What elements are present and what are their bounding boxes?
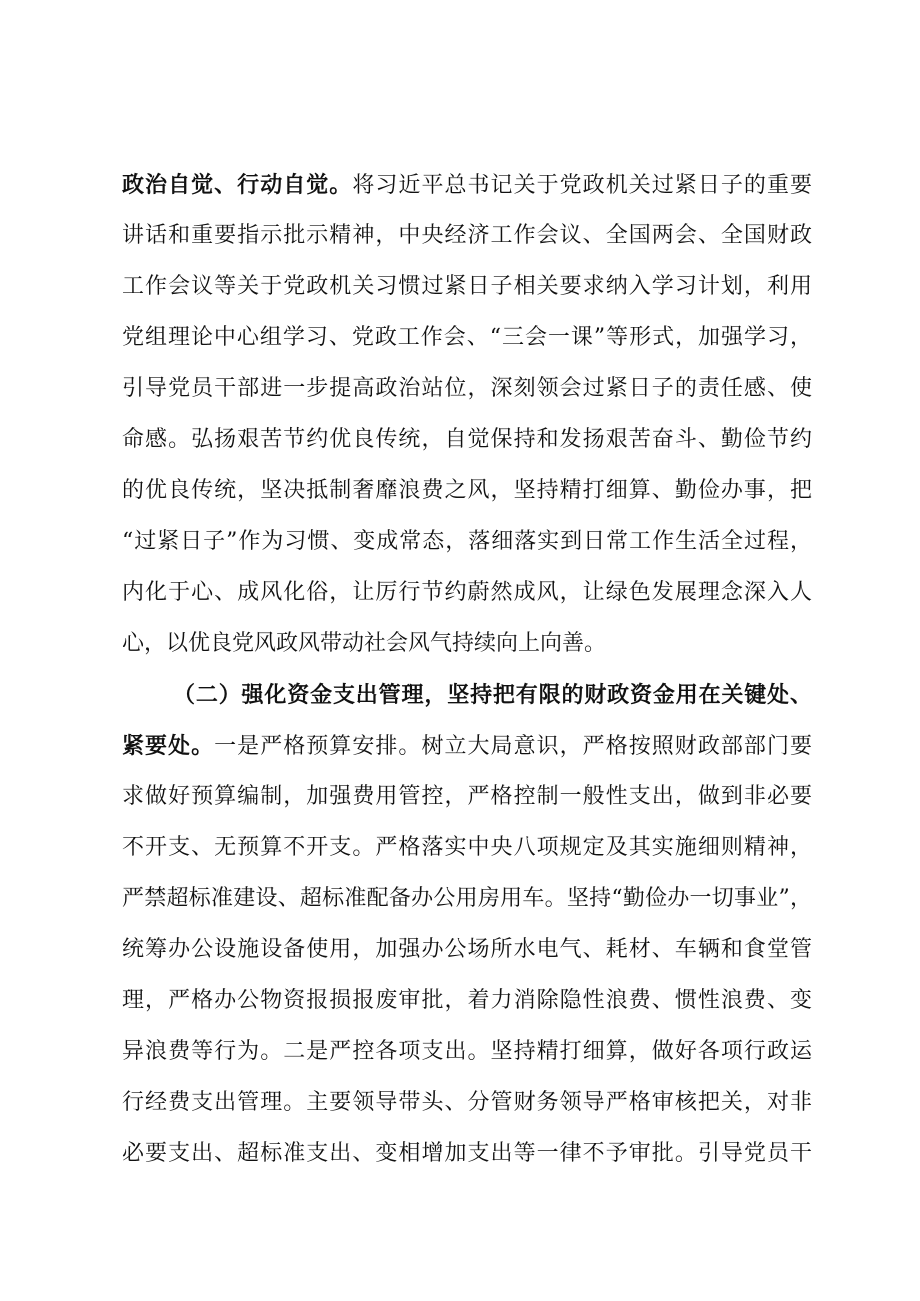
line-text: 命感。弘扬艰苦节约优良传统，自觉保持和发扬艰苦奋斗、勤俭节约	[122, 427, 812, 452]
paragraph-line	[122, 833, 812, 863]
line-text: 党组理论中心组学习、党政工作会、“三会一课”等形式，加强学习，	[122, 325, 812, 350]
line-text: 严禁超标准建设、超标准配备办公用房用车。坚持“勤俭办一切事业”，	[122, 886, 812, 911]
paragraph-line	[122, 221, 812, 251]
paragraph-line	[122, 1139, 812, 1169]
line-text: 引导党员干部进一步提高政治站位，深刻领会过紧日子的责任感、使	[122, 376, 812, 401]
line-text: 将习近平总书记关于党政机关过紧日子的重要	[352, 173, 812, 198]
paragraph-line	[122, 578, 812, 608]
line-text: 的优良传统，坚决抵制奢靡浪费之风，坚持精打细算、勤俭办事，把	[122, 478, 812, 503]
paragraph-line	[122, 782, 812, 812]
paragraph-line	[122, 476, 812, 506]
bold-lead-text: 政治自觉、行动自觉。	[122, 172, 353, 198]
paragraph-line	[122, 170, 812, 200]
section-heading-line	[173, 680, 812, 710]
paragraph-line	[122, 425, 812, 455]
paragraph-line	[122, 935, 812, 965]
line-text: 心，以优良党风政风带动社会风气持续向上向善。	[122, 631, 607, 656]
paragraph-line	[122, 629, 812, 659]
line-text: “过紧日子”作为习惯、变成常态，落细落实到日常工作生活全过程，	[122, 529, 812, 554]
paragraph-line	[122, 1037, 812, 1067]
line-text: 讲话和重要指示批示精神，中央经济工作会议、全国两会、全国财政	[122, 223, 812, 248]
line-text: 工作会议等关于党政机关习惯过紧日子相关要求纳入学习计划，利用	[122, 274, 812, 299]
paragraph-line	[122, 731, 812, 761]
line-text: 一是严格预算安排。树立大局意识，严格按照财政部部门要	[214, 734, 812, 759]
line-text: 不开支、无预算不开支。严格落实中央八项规定及其实施细则精神，	[122, 835, 812, 860]
section-heading-text: 紧要处。	[122, 733, 215, 759]
line-text: 必要支出、超标准支出、变相增加支出等一律不予审批。引导党员干	[122, 1141, 812, 1166]
paragraph-line	[122, 323, 812, 353]
paragraph-line	[122, 1088, 812, 1118]
line-text: 求做好预算编制，加强费用管控，严格控制一般性支出，做到非必要	[122, 784, 812, 809]
line-text: 行经费支出管理。主要领导带头、分管财务领导严格审核把关，对非	[122, 1090, 812, 1115]
line-text: 统筹办公设施设备使用，加强办公场所水电气、耗材、车辆和食堂管	[122, 937, 812, 962]
paragraph-line	[122, 527, 812, 557]
line-text: 理，严格办公物资报损报废审批，着力消除隐性浪费、惯性浪费、变	[122, 988, 812, 1013]
paragraph-line	[122, 272, 812, 302]
paragraph-line	[122, 374, 812, 404]
paragraph-line	[122, 986, 812, 1016]
paragraph-line	[122, 884, 812, 914]
line-text: 内化于心、成风化俗，让厉行节约蔚然成风，让绿色发展理念深入人	[122, 580, 812, 605]
section-heading-text: （二）强化资金支出管理，坚持把有限的财政资金用在关键处、	[173, 682, 812, 708]
line-text: 异浪费等行为。二是严控各项支出。坚持精打细算，做好各项行政运	[122, 1039, 812, 1064]
